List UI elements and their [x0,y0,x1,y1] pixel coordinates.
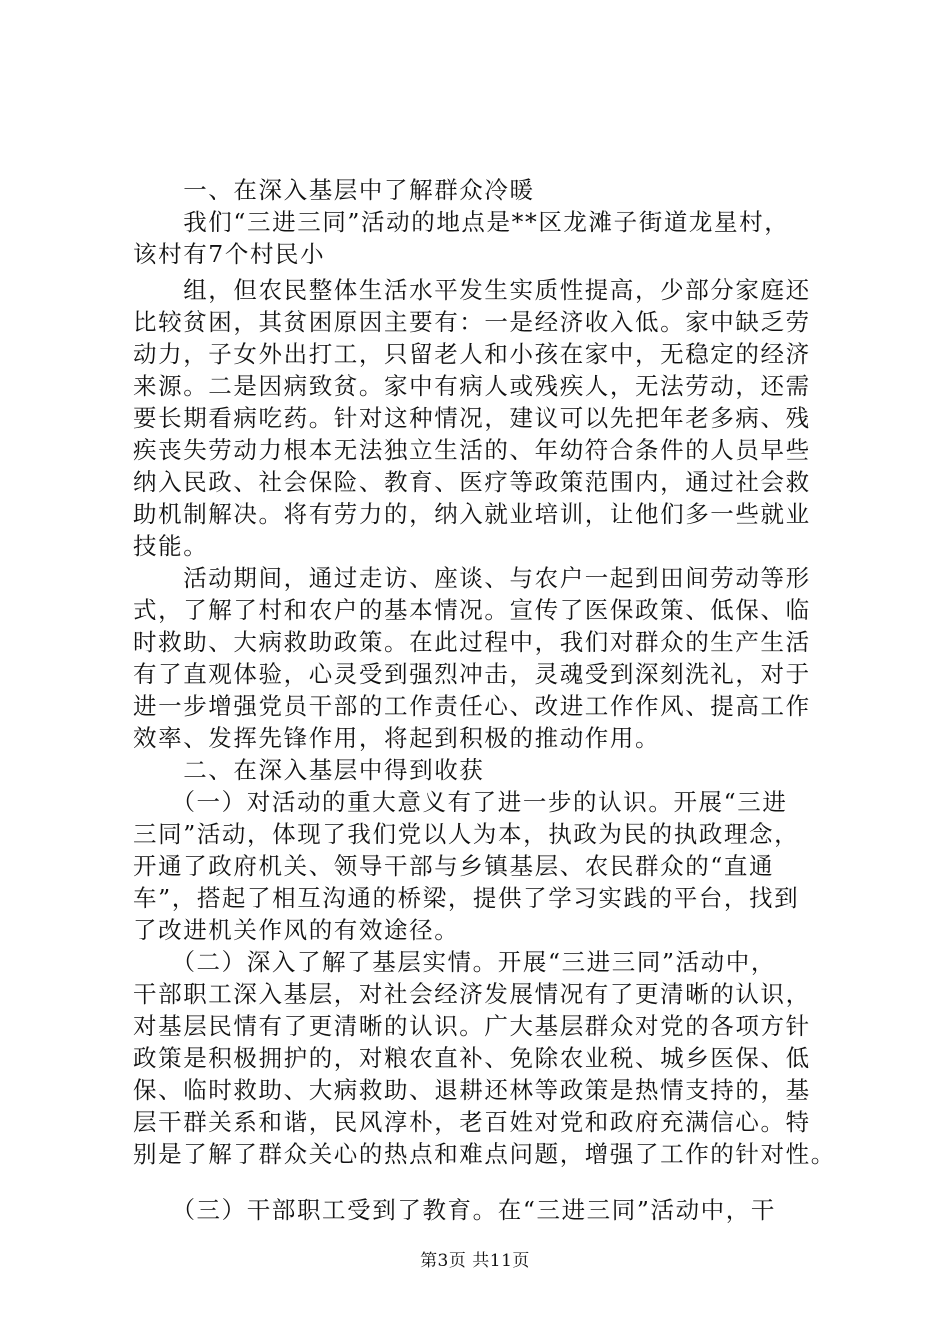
paragraph-line: 车”，搭起了相互沟通的桥梁，提供了学习实践的平台，找到 [133,884,800,912]
paragraph-line: 来源。二是因病致贫。家中有病人或残疾人，无法劳动，还需 [133,372,811,400]
paragraph-line: 疾丧失劳动力根本无法独立生活的、年幼符合条件的人员早些 [133,436,811,464]
paragraph-line: 比较贫困，其贫困原因主要有：一是经济收入低。家中缺乏劳 [133,308,811,336]
paragraph-line: 技能。 [133,532,209,560]
paragraph-line: 助机制解决。将有劳力的，纳入就业培训，让他们多一些就业 [133,500,811,528]
paragraph-line: 动力，子女外出打工，只留老人和小孩在家中，无稳定的经济 [133,340,811,368]
paragraph-line: 该村有7个村民小 [133,240,326,268]
paragraph-line: 对基层民情有了更清晰的认识。广大基层群众对党的各项方针 [133,1012,811,1040]
paragraph-line: 要长期看病吃药。针对这种情况，建议可以先把年老多病、残 [133,404,811,432]
paragraph-line: 效率、发挥先锋作用，将起到积极的推动作用。 [133,724,661,752]
paragraph-line: 活动期间，通过走访、座谈、与农户一起到田间劳动等形 [133,564,811,592]
paragraph-line: （二）深入了解了基层实情。开展“三进三同”活动中， [133,948,776,976]
paragraph-line: 政策是积极拥护的，对粮农直补、免除农业税、城乡医保、低 [133,1044,811,1072]
paragraph-line: 层干群关系和谐，民风淳朴，老百姓对党和政府充满信心。特 [133,1108,811,1136]
paragraph-line: 纳入民政、社会保险、教育、医疗等政策范围内，通过社会救 [133,468,811,496]
section-heading-1: 一、在深入基层中了解群众冷暖 [133,176,535,204]
paragraph-line: 三同”活动，体现了我们党以人为本，执政为民的执政理念， [133,820,800,848]
paragraph-line: 干部职工深入基层，对社会经济发展情况有了更清晰的认识， [133,980,811,1008]
paragraph-line: 组，但农民整体生活水平发生实质性提高，少部分家庭还 [133,276,811,304]
page-number-footer: 第3页 共11页 [420,1251,530,1271]
paragraph-line: 开通了政府机关、领导干部与乡镇基层、农民群众的“直通 [133,852,775,880]
paragraph-line: 了改进机关作风的有效途径。 [133,916,460,944]
paragraph-line: 有了直观体验，心灵受到强烈冲击，灵魂受到深刻洗礼，对于 [133,660,811,688]
paragraph-line: 时救助、大病救助政策。在此过程中，我们对群众的生产生活 [133,628,811,656]
paragraph-line: 保、临时救助、大病救助、退耕还林等政策是热情支持的，基 [133,1076,811,1104]
paragraph-line: 进一步增强党员干部的工作责任心、改进工作作风、提高工作 [133,692,811,720]
paragraph-line: 别是了解了群众关心的热点和难点问题，增强了工作的针对性。 [133,1140,836,1168]
paragraph-line: （三）干部职工受到了教育。在“三进三同”活动中，干 [133,1196,776,1224]
paragraph-line: （一）对活动的重大意义有了进一步的认识。开展“三进 [133,788,788,816]
paragraph-line: 式，了解了村和农户的基本情况。宣传了医保政策、低保、临 [133,596,811,624]
paragraph-line: 我们“三进三同”活动的地点是**区龙滩子街道龙星村， [133,208,790,236]
section-heading-2: 二、在深入基层中得到收获 [133,756,485,784]
